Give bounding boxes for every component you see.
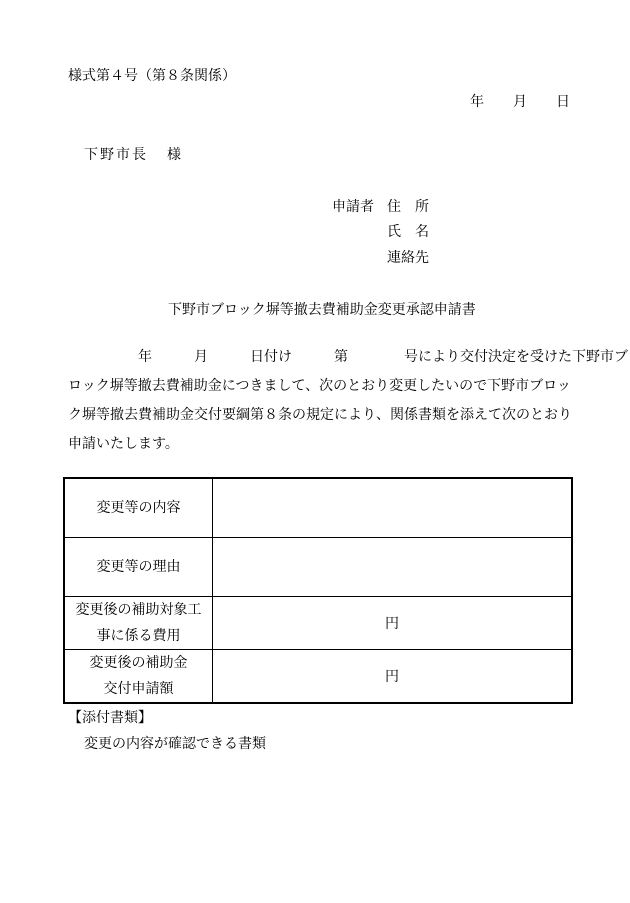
table-row: [64, 538, 572, 597]
row-label-line: 変更等の内容: [96, 500, 181, 516]
row-label-line: 変更後の補助対象工: [75, 602, 202, 618]
applicant-name-label: 氏 名: [387, 224, 429, 240]
row-label-line: 変更等の理由: [96, 559, 181, 575]
row-value-change-content[interactable]: [213, 478, 573, 538]
table-row: [64, 597, 572, 650]
date-month-label: 月: [513, 94, 527, 110]
row-value-change-reason[interactable]: [213, 538, 573, 597]
date-day-label: 日: [556, 94, 570, 110]
attachments-heading: 【添付書類】: [68, 710, 152, 726]
applicant-label: 申請者: [332, 199, 374, 215]
document-title: 下野市ブロック塀等撤去費補助金変更承認申請書: [168, 302, 476, 318]
addressee-name: 下野市長: [84, 147, 148, 163]
attachments-item: 変更の内容が確認できる書類: [84, 736, 266, 752]
row-label-change-content: [64, 478, 213, 538]
form-number: 様式第４号（第８条関係）: [68, 68, 236, 84]
applicant-address-label: 住 所: [387, 199, 429, 215]
change-details-table: [63, 477, 573, 704]
row-label-line: 変更後の補助金: [89, 655, 188, 671]
application-body-text: [68, 343, 628, 459]
date-year-label: 年: [470, 94, 484, 110]
row-value-work-cost[interactable]: 円: [213, 597, 573, 650]
table-row: [64, 478, 572, 538]
body-line-3: ク塀等撤去費補助金交付要綱第８条の規定により、関係書類を添えて次のとおり: [68, 407, 572, 423]
row-label-subsidy-amount: [64, 650, 213, 704]
row-label-change-reason: [64, 538, 213, 597]
table-row: [64, 650, 572, 704]
body-line-2: ロック塀等撤去費補助金につきまして、次のとおり変更したいので下野市ブロッ: [68, 378, 571, 394]
applicant-contact-label: 連絡先: [387, 250, 429, 266]
body-line-1: 年 月 日付け 第 号により交付決定を受けた下野市ブ: [68, 349, 628, 365]
addressee-honorific: 様: [167, 147, 181, 163]
row-label-line: 交付申請額: [103, 681, 174, 697]
body-line-4: 申請いたします。: [68, 436, 179, 452]
row-value-subsidy-amount[interactable]: 円: [213, 650, 573, 704]
row-label-work-cost: [64, 597, 213, 650]
row-label-line: 事に係る費用: [96, 628, 181, 644]
